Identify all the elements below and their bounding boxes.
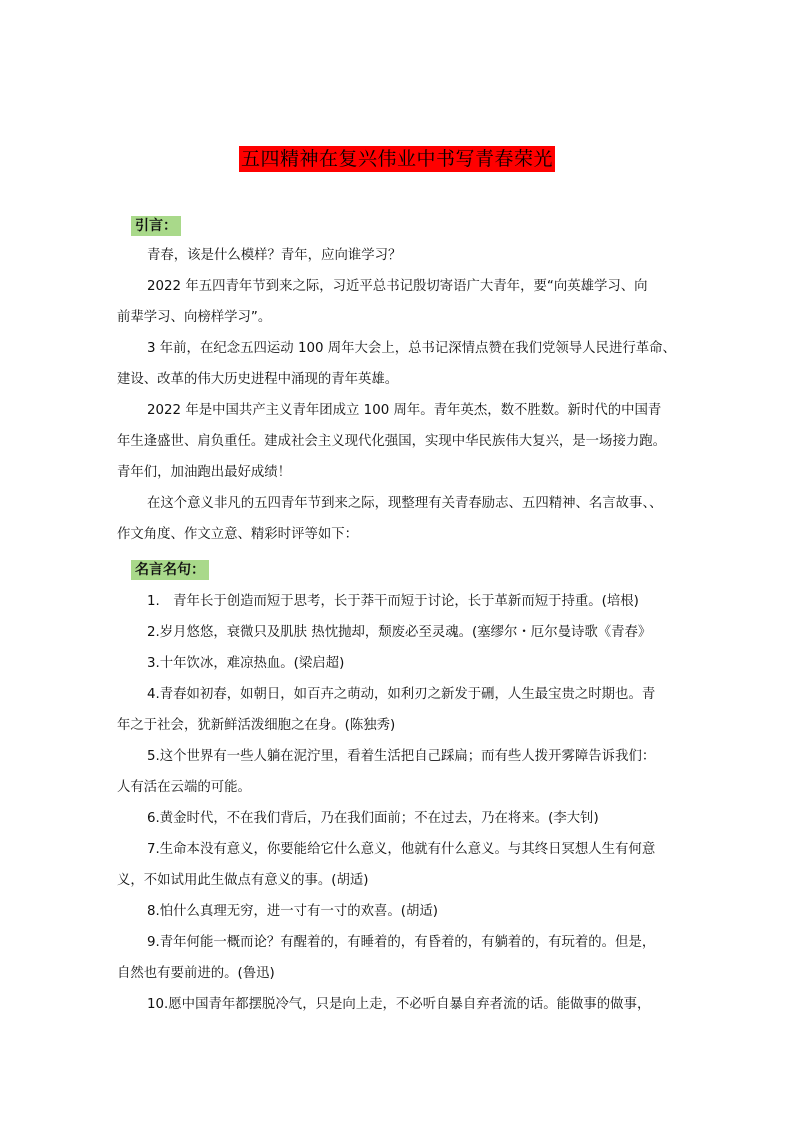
- quote-line: 5.这个世界有一些人躺在泥泞里，看着生活把自己踩扁；而有些人拨开雾障告诉我们：: [147, 749, 656, 764]
- intro-line: 年生逢盛世、肩负重任。建成社会主义现代化强国，实现中华民族伟大复兴，是一场接力跑。: [117, 434, 667, 449]
- quote-paragraph: [117, 648, 679, 679]
- quote-paragraph: [117, 586, 679, 617]
- quote-paragraph: [117, 989, 679, 1020]
- intro-line: 3 年前，在纪念五四运动 100 周年大会上，总书记深情点赞在我们党领导人民进行革命、: [147, 341, 676, 356]
- intro-line: 青年们，加油跑出最好成绩！: [117, 465, 292, 480]
- intro-line: 在这个意义非凡的五四青年节到来之际，现整理有关青春励志、五四精神、名言故事、、: [147, 496, 663, 511]
- quote-line: 9.青年何能一概而论？有醒着的，有睡着的，有昏着的，有躺着的，有玩着的。但是，: [147, 935, 656, 950]
- intro-paragraph: [117, 333, 679, 395]
- quote-line: 4.青春如初春，如朝日，如百卉之萌动，如利刃之新发于硎，人生最宝贵之时期也。青: [147, 687, 656, 702]
- quote-line: 义，不如试用此生做点有意义的事。(胡适): [117, 873, 369, 888]
- quote-paragraph: [117, 741, 679, 803]
- intro-paragraph: [117, 271, 679, 333]
- quote-paragraph: [117, 834, 679, 896]
- document-title: 五四精神在复兴伟业中书写青春荣光: [240, 148, 553, 170]
- quotes-label: 名言名句：: [131, 560, 209, 580]
- quote-line: 自然也有要前进的。(鲁迅): [117, 966, 275, 981]
- intro-line: 作文角度、作文立意、精彩时评等如下：: [117, 527, 359, 542]
- quote-line: 人有活在云端的可能。: [117, 780, 251, 795]
- quote-line: 10.愿中国青年都摆脱冷气，只是向上走，不必听自暴自弃者流的话。能做事的做事，: [147, 997, 651, 1012]
- quote-line: 8.怕什么真理无穷，进一寸有一寸的欢喜。(胡适): [147, 904, 439, 919]
- intro-line: 前辈学习、向榜样学习”。: [117, 310, 272, 325]
- quote-paragraph: [117, 896, 679, 927]
- quote-line: 7.生命本没有意义，你要能给它什么意义，他就有什么意义。与其终日冥想人生有何意: [147, 842, 656, 857]
- quote-line: 6.黄金时代，不在我们背后，乃在我们面前；不在过去，乃在将来。(李大钊): [147, 811, 599, 826]
- intro-line: 建设、改革的伟大历史进程中涌现的青年英雄。: [117, 372, 399, 387]
- quote-paragraph: [117, 927, 679, 989]
- quote-line: 年之于社会，犹新鲜活泼细胞之在身。(陈独秀): [117, 718, 396, 733]
- intro-line: 2022 年五四青年节到来之际，习近平总书记殷切寄语广大青年，要“向英雄学习、向: [147, 279, 648, 294]
- intro-paragraph: [117, 395, 679, 488]
- title-wrap: [0, 146, 794, 172]
- quote-paragraph: [117, 617, 679, 648]
- intro-line: 2022 年是中国共产主义青年团成立 100 周年。青年英杰，数不胜数。新时代的中国青: [147, 403, 662, 418]
- intro-label: 引言：: [131, 216, 181, 236]
- quote-paragraph: [117, 679, 679, 741]
- quote-line: 3.十年饮冰，难凉热血。(梁启超): [147, 656, 345, 671]
- intro-line: 青春，该是什么模样？青年，应向谁学习？: [147, 248, 402, 263]
- quote-line: 2.岁月悠悠，衰微只及肌肤 热忱抛却，颓废必至灵魂。(塞缪尔・厄尔曼诗歌《青春》: [147, 625, 652, 640]
- quote-line: 1. 青年长于创造而短于思考，长于莽干而短于讨论，长于革新而短于持重。(培根): [147, 594, 639, 609]
- intro-paragraph: [117, 240, 679, 271]
- quote-paragraph: [117, 803, 679, 834]
- intro-paragraph: [117, 488, 679, 550]
